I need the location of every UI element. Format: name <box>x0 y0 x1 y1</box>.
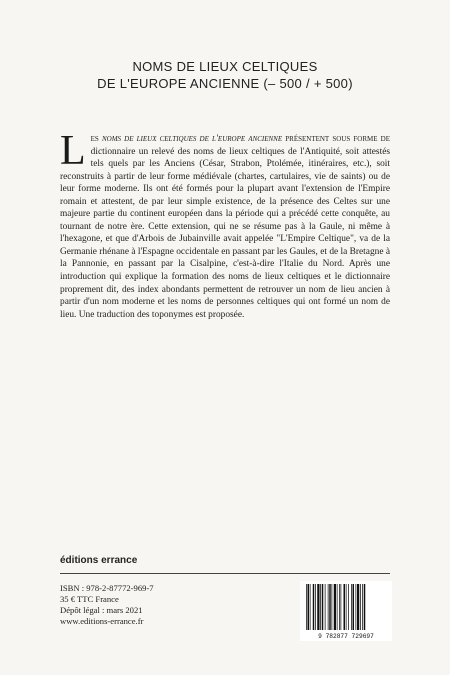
blurb-lead-suffix: présentent sous forme de <box>282 134 390 144</box>
barcode-bar <box>339 584 340 630</box>
barcode-bar <box>337 584 338 630</box>
barcode-bar <box>332 584 333 630</box>
barcode-bar <box>315 584 316 630</box>
barcode-bar <box>357 584 359 630</box>
barcode-bar <box>308 584 310 630</box>
legal-deposit: Dépôt légal : mars 2021 <box>60 605 143 615</box>
price: 35 € TTC France <box>60 594 119 604</box>
barcode-bar <box>329 584 331 630</box>
publisher-name: éditions errance <box>60 555 138 566</box>
barcode-bar <box>313 584 315 630</box>
book-title <box>0 58 450 92</box>
barcode-bar <box>348 584 349 630</box>
barcode-bar <box>351 584 352 630</box>
barcode-bar <box>328 584 329 630</box>
barcode-bar <box>341 584 342 630</box>
barcode-bar <box>334 584 336 630</box>
barcode-bar <box>364 584 366 630</box>
book-info <box>60 583 154 627</box>
book-title-line-2: DE L'EUROPE ANCIENNE (– 500 / + 500) <box>97 76 353 91</box>
blurb-lead-prefix: es <box>90 134 102 144</box>
barcode-bar <box>353 584 355 630</box>
barcode-bar <box>320 584 321 630</box>
drop-cap: L <box>60 128 86 174</box>
barcode-bar <box>306 584 307 630</box>
barcode-bar <box>317 584 319 630</box>
barcode-bar <box>325 584 326 630</box>
barcode-bar <box>310 584 311 630</box>
blurb-lead-title: noms de lieux celtiques de l'europe ancienne <box>101 134 283 144</box>
barcode-bar <box>362 584 363 630</box>
website: www.editions-errance.fr <box>60 616 144 626</box>
blurb-paragraph <box>60 128 390 321</box>
divider <box>60 573 390 574</box>
book-title-line-1: NOMS DE LIEUX CELTIQUES <box>132 59 318 74</box>
barcode-bar <box>322 584 324 630</box>
blurb-text: dictionnaire un relevé des noms de lieux celtiques de l'Antiquité, soit attestés tels quels par les Anciens (César, Strabon, Ptolémée, itinéraires, etc.), soit reconstruits à partir de leur forme médiévale (chartes, cartulaires, vie de saints) ou de leur forme moderne. Ils ont été formés pour la plupart avant l'extension de l'Empire romain et attestent, de par leur simple existence, de la présence des Celtes sur une majeure partie du continent européen dans la période qui a précédé cette conquête, au tournant de notre ère. Cette extension, qui ne se résume pas à la Gaule, ni même à l'hexagone, et que d'Arbois de Jubainville avait appelée "L'Empire Celtique", va de la Germanie rhénane à l'Espagne occidentale en passant par les Gaules, et de la Bretagne à la Pannonie, en passant par la Cisalpine, c'est-à-dire l'Italie du Nord. Après une introduction qui explique la formation des noms de lieux celtiques et le dictionnaire proprement dit, des index abondants permettent de retrouver un nom de lieu ancien à partir d'un nom moderne et les noms de personnes celtiques qui ont formé un nom de lieu. Une traduction des toponymes est proposée. <box>60 146 390 320</box>
barcode-bar <box>346 584 347 630</box>
barcode-digits: 9 782877 729697 <box>318 633 374 640</box>
barcode-bar <box>360 584 361 630</box>
barcode-bar <box>344 584 346 630</box>
isbn: ISBN : 978-2-87772-969-7 <box>60 583 154 593</box>
barcode-bar <box>356 584 357 630</box>
barcode <box>300 581 392 641</box>
